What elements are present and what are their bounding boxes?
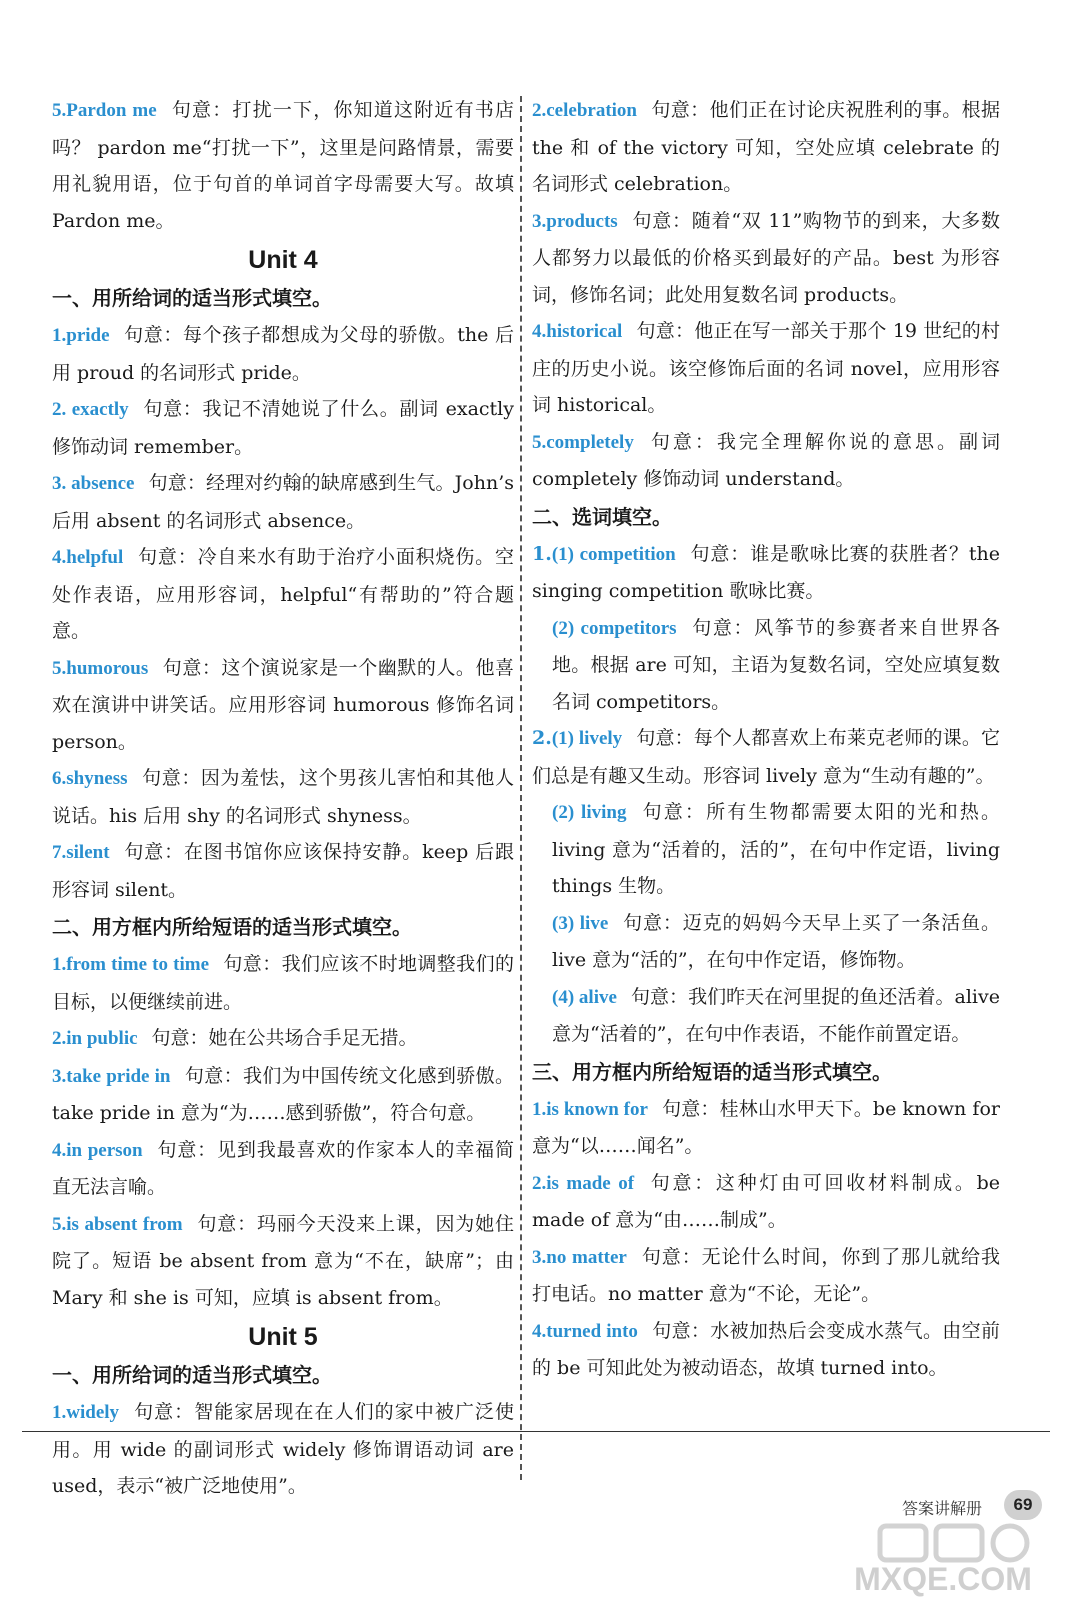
answer-entry bbox=[532, 424, 1000, 498]
answer-word: 6.shyness bbox=[52, 768, 128, 789]
answer-word: 3.products bbox=[532, 210, 618, 232]
answer-word: 3.take pride in bbox=[52, 1065, 171, 1087]
explanation-text: 句意：经理对约翰的缺席感到生气。John’s 后用 absent 的名词形式 absence。 bbox=[52, 472, 515, 532]
answer-entry bbox=[532, 1239, 1000, 1313]
answer-word: (3) live bbox=[552, 912, 609, 934]
explanation-text: 句意：在图书馆你应该保持安静。keep 后跟形容词 silent。 bbox=[52, 841, 514, 901]
answer-word: 4.historical bbox=[532, 321, 623, 342]
answer-entry bbox=[532, 1165, 1000, 1239]
answer-word: (2) living bbox=[552, 802, 627, 823]
answer-word: 5.is absent from bbox=[52, 1213, 183, 1235]
explanation-text: 句意：这个演说家是一个幽默的人。他喜欢在演讲中讲笑话。应用形容词 humorous 修饰名词 person。 bbox=[52, 656, 514, 753]
answer-entry bbox=[532, 905, 1000, 979]
answer-word: (4) alive bbox=[552, 986, 617, 1008]
explanation-text: 句意：他正在写一部关于那个 19 世纪的村庄的历史小说。该空修饰后面的名词 novel，应用形容词 historical。 bbox=[532, 320, 1000, 416]
answer-word: 1.from time to time bbox=[52, 954, 209, 975]
right-column bbox=[532, 92, 1000, 1387]
answer-entry bbox=[52, 391, 514, 465]
page-number: 69 bbox=[1004, 1490, 1042, 1520]
answer-entry bbox=[52, 650, 514, 761]
entry-number: 1. bbox=[532, 542, 552, 565]
explanation-text: 句意：打扰一下，你知道这附近有书店吗？ pardon me“打扰一下”，这里是问路情景，需要用礼貌用语，位于句首的单词首字母需要大写。故填 Pardon me。 bbox=[52, 99, 514, 232]
answer-entry bbox=[532, 203, 1000, 314]
answer-entry bbox=[52, 1132, 514, 1206]
answer-entry bbox=[532, 1091, 1000, 1165]
explanation-text: 句意：桂林山水甲天下。be known for 意为“以……闻名”。 bbox=[532, 1097, 1000, 1157]
answer-word: 7.silent bbox=[52, 842, 110, 863]
answer-entry bbox=[52, 539, 514, 650]
answer-word: (2) competitors bbox=[552, 617, 677, 639]
footer-label: 答案讲解册 bbox=[902, 1499, 983, 1518]
answer-word: 1.is known for bbox=[532, 1098, 648, 1120]
answer-entry bbox=[52, 92, 514, 239]
answer-entry bbox=[532, 536, 1000, 610]
unit-heading: Unit 5 bbox=[248, 1323, 318, 1351]
section-heading: 二、用方框内所给短语的适当形式填空。 bbox=[52, 915, 412, 939]
explanation-text: 句意：迈克的妈妈今天早上买了一条活鱼。live 意为“活的”，在句中作定语，修饰物。 bbox=[552, 911, 1000, 971]
answer-word: 4.in person bbox=[52, 1139, 143, 1161]
answer-entry bbox=[52, 1020, 514, 1058]
answer-entry bbox=[52, 760, 514, 834]
explanation-text: 句意：谁是歌咏比赛的获胜者？the singing competition 歌咏比赛。 bbox=[532, 542, 1000, 602]
explanation-text: 句意：水被加热后会变成水蒸气。由空前的 be 可知此处为被动语态，故填 turned into。 bbox=[532, 1319, 1000, 1379]
explanation-text: 句意：见到我最喜欢的作家本人的幸福简直无法言喻。 bbox=[52, 1138, 514, 1198]
answer-word: 1.widely bbox=[52, 1402, 120, 1423]
answer-entry bbox=[532, 979, 1000, 1053]
answer-entry bbox=[52, 1394, 514, 1505]
explanation-text: 句意：风筝节的参赛者来自世界各地。根据 are 可知，主语为复数名词，空处应填复数名词 competitors。 bbox=[552, 616, 1000, 713]
answer-word: 4.helpful bbox=[52, 547, 124, 568]
explanation-text: 句意：玛丽今天没来上课，因为她住院了。短语 be absent from 意为“不在，缺席”；由 Mary 和 she is 可知，应填 is absent from。 bbox=[52, 1212, 514, 1309]
answer-entry bbox=[52, 946, 514, 1020]
answer-word: 1.pride bbox=[52, 325, 110, 346]
answer-word: 2.celebration bbox=[532, 100, 638, 121]
explanation-text: 句意：每个孩子都想成为父母的骄傲。the 后用 proud 的名词形式 pride。 bbox=[52, 324, 514, 384]
answer-entry bbox=[532, 313, 1000, 424]
answer-entry bbox=[52, 1206, 514, 1317]
explanation-text: 句意：智能家居现在在人们的家中被广泛使用。用 wide 的副词形式 widely 修饰谓语动词 are used，表示“被广泛地使用”。 bbox=[52, 1401, 514, 1497]
answer-entry bbox=[532, 720, 1000, 794]
answer-entry bbox=[532, 92, 1000, 203]
answer-word: (1) lively bbox=[551, 728, 623, 749]
answer-entry bbox=[52, 834, 514, 908]
section-heading: 一、用所给词的适当形式填空。 bbox=[52, 1363, 332, 1387]
explanation-text: 句意：他们正在讨论庆祝胜利的事。根据 the 和 of the victory 可知，空处应填 celebrate 的名词形式 celebration。 bbox=[532, 99, 1000, 195]
answer-word: 3. absence bbox=[52, 473, 135, 494]
column-divider bbox=[520, 96, 522, 1480]
explanation-text: 句意：我们为中国传统文化感到骄傲。take pride in 意为“为……感到骄傲”，符合句意。 bbox=[52, 1064, 514, 1124]
left-column bbox=[52, 92, 514, 1505]
answer-word: 5.Pardon me bbox=[52, 100, 157, 121]
answer-entry bbox=[52, 465, 514, 539]
answer-word: 2.in public bbox=[52, 1028, 138, 1049]
explanation-text: 句意：所有生物都需要太阳的光和热。living 意为“活着的，活的”，在句中作定语，living things 生物。 bbox=[552, 801, 1000, 897]
section-heading: 一、用所给词的适当形式填空。 bbox=[52, 286, 332, 310]
explanation-text: 句意：她在公共场合手足无措。 bbox=[151, 1027, 418, 1049]
section-heading: 三、用方框内所给短语的适当形式填空。 bbox=[532, 1059, 892, 1084]
entry-number: 2. bbox=[532, 727, 552, 749]
answer-word: 2.is made of bbox=[532, 1172, 635, 1194]
answer-word: 3.no matter bbox=[532, 1246, 627, 1268]
answer-word: 4.turned into bbox=[532, 1320, 638, 1342]
unit-heading: Unit 4 bbox=[248, 246, 318, 274]
answer-entry bbox=[52, 317, 514, 391]
explanation-text: 句意：我完全理解你说的意思。副词 completely 修饰动词 understand。 bbox=[532, 430, 1000, 490]
explanation-text: 句意：每个人都喜欢上布莱克老师的课。它们总是有趣又生动。形容词 lively 意为“生动有趣的”。 bbox=[532, 727, 1000, 787]
binding-line bbox=[22, 1431, 1050, 1432]
explanation-text: 句意：因为羞怯，这个男孩儿害怕和其他人说话。his 后用 shy 的名词形式 shyness。 bbox=[52, 767, 514, 827]
answer-word: 5.completely bbox=[532, 431, 634, 453]
watermark-text: MXQE.COM bbox=[854, 1561, 1032, 1597]
explanation-text: 句意：这种灯由可回收材料制成。be made of 意为“由……制成”。 bbox=[532, 1171, 1000, 1231]
answer-entry bbox=[532, 794, 1000, 905]
answer-entry bbox=[52, 1058, 514, 1132]
explanation-text: 句意：随着“双 11”购物节的到来，大多数人都努力以最低的价格买到最好的产品。best 为形容词，修饰名词；此处用复数名词 products。 bbox=[532, 209, 1000, 306]
explanation-text: 句意：无论什么时间，你到了那儿就给我打电话。no matter 意为“不论，无论”。 bbox=[532, 1245, 1000, 1305]
explanation-text: 句意：冷自来水有助于治疗小面积烧伤。空处作表语，应用形容词，helpful“有帮助的”符合题意。 bbox=[52, 546, 514, 642]
answer-word: 5.humorous bbox=[52, 657, 149, 679]
answer-entry bbox=[532, 610, 1000, 721]
watermark-logo bbox=[818, 1520, 1068, 1598]
explanation-text: 句意：我们应该不时地调整我们的目标，以便继续前进。 bbox=[52, 953, 514, 1013]
answer-word: 2. exactly bbox=[52, 399, 129, 420]
explanation-text: 句意：我们昨天在河里捉的鱼还活着。alive 意为“活着的”，在句中作表语，不能作前置定语。 bbox=[552, 985, 1000, 1045]
section-heading: 二、选词填空。 bbox=[532, 504, 672, 529]
answer-entry bbox=[532, 1313, 1000, 1387]
explanation-text: 句意：我记不清她说了什么。副词 exactly 修饰动词 remember。 bbox=[52, 398, 514, 458]
answer-word: (1) competition bbox=[551, 543, 676, 565]
